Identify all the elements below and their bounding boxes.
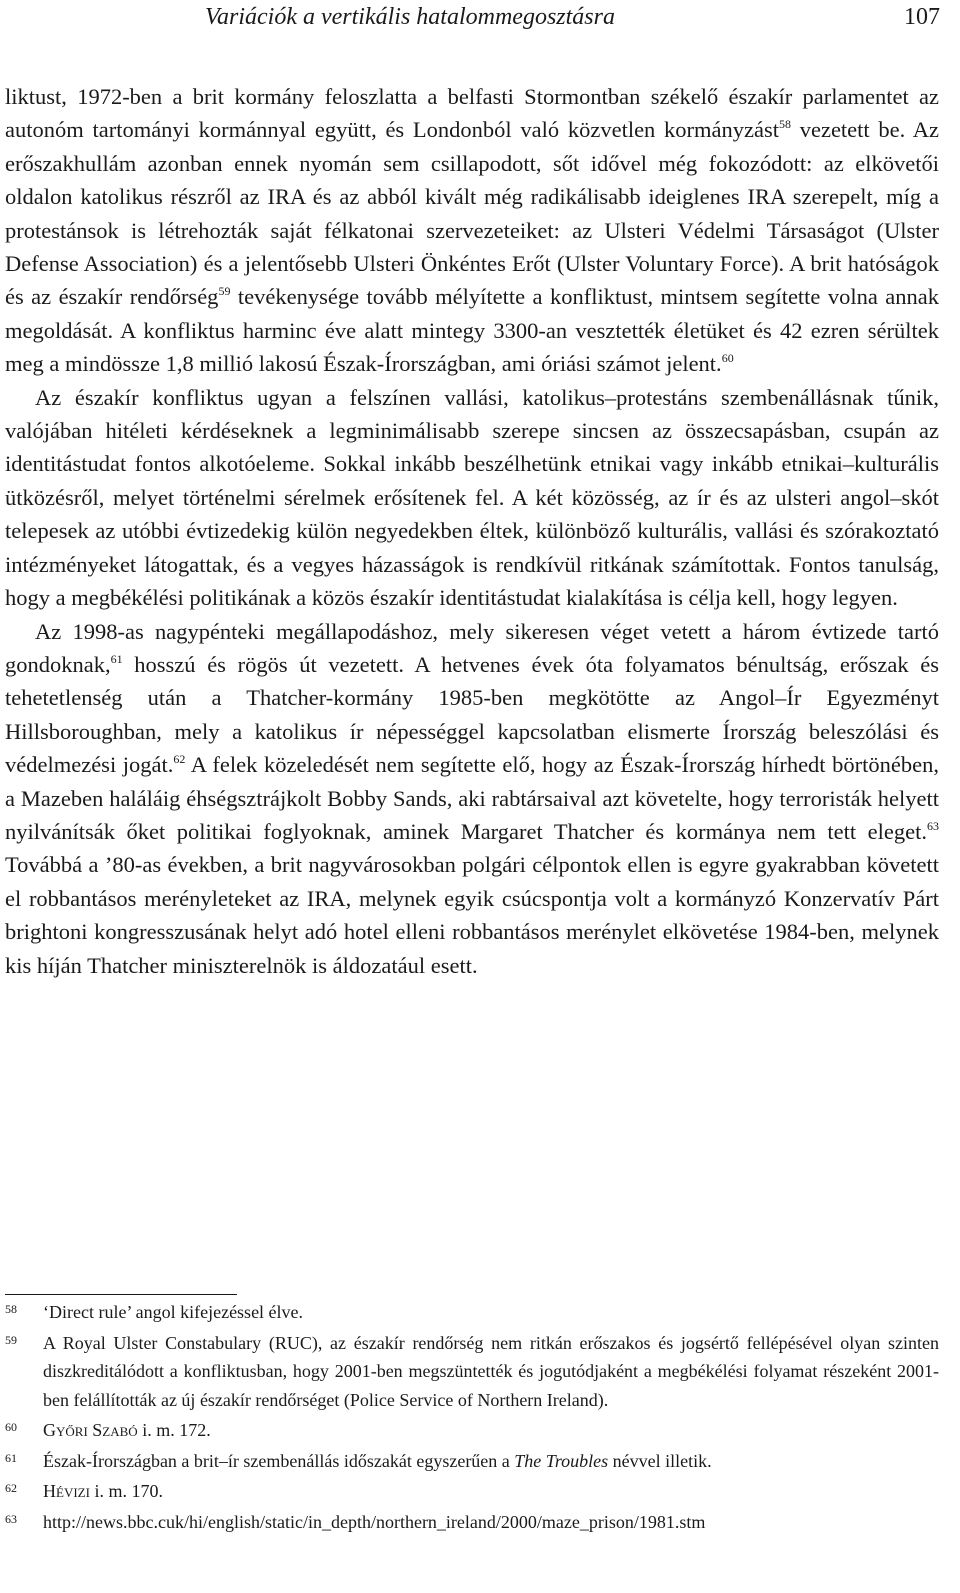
footnote-text: Észak-Írországban a brit–ír szembenállás időszakát egyszerűen a — [43, 1450, 515, 1471]
paragraph-1 — [5, 80, 939, 381]
footnote-divider — [5, 1294, 237, 1295]
paragraph-text: A felek közeledését nem segítette elő, hogy az Észak-Írország hírhedt börtönében, a Mazeben haláláig éhségsztrájkolt Bobby Sands, aki rabtársaival azt követelte, hogy terroristák helyett nyilvánítsák őket politikai foglyoknak, aminek Margaret Thatcher és kormánya nem tett eleget. — [5, 752, 940, 844]
page-header — [0, 0, 960, 40]
footnote-61 — [5, 1447, 939, 1476]
footnote-58 — [5, 1298, 939, 1327]
footnote-italic-title: The Troubles — [514, 1450, 609, 1471]
footnote-text: névvel illetik. — [608, 1450, 712, 1471]
paragraph-text: hosszú és rögös út vezetett. A hetvenes évek óta folyamatos bénultság, erőszak és tehetetlenség után a Thatcher-kormány 1985-ben megkötötte az Angol–Ír Egyezményt Hillsboroughban, mely a katolikus ír népességgel kapcsolatban elismerte Írország beleszólási és védelmezési jogát. — [5, 651, 939, 778]
footnote-ref-58[interactable]: 58 — [779, 117, 791, 132]
footnote-number: 58 — [5, 1302, 17, 1316]
paragraph-3 — [5, 615, 939, 982]
footnote-ref-63[interactable]: 63 — [927, 818, 939, 833]
paragraph-2 — [5, 381, 939, 615]
paragraph-text: liktust, 1972-ben a brit kormány feloszlatta a belfasti Stormontban székelő északír parlamentet az autonóm tartományi kormánnyal együtt, és Londonból való közvetlen kormányzást — [5, 84, 939, 143]
running-title: Variációk a vertikális hatalommegosztásra — [205, 4, 615, 30]
footnote-ref-60[interactable]: 60 — [721, 351, 734, 366]
page-number: 107 — [904, 4, 940, 30]
paragraph-text: Továbbá a ’80-as években, a brit nagyvárosokban polgári célpontok ellen is egyre gyakrabban követett el robbantásos merényleteket az IRA, melynek egyik csúcspontja volt a kormányzó Konzervatív Párt brightoni kongresszusának helyt adó hotel elleni robbantásos merénylet elkövetése 1984-ben, melynek kis híján Thatcher miniszterelnök is áldozatául esett. — [5, 852, 939, 978]
footnote-text: A Royal Ulster Constabulary (RUC), az északír rendőrség nem ritkán erőszakos és jogsértő fellépésével olyan szinten diszkreditálódott a konfliktusban, hogy 2001-ben megszüntették és jogutódjaként a megbékélési folyamat részeként 2001-ben felállították az új északír rendőrséget (Police Service of Northern Ireland). — [43, 1332, 939, 1410]
footnote-number: 63 — [5, 1511, 17, 1526]
footnote-63 — [5, 1508, 939, 1537]
footnote-number: 60 — [5, 1420, 17, 1434]
footnote-text: i. m. 170. — [89, 1481, 163, 1501]
footnote-number: 61 — [5, 1450, 17, 1465]
footnote-author: Győri Szabó — [43, 1420, 138, 1440]
footnote-author: Hévizi — [43, 1481, 90, 1501]
footnote-60 — [5, 1416, 939, 1445]
footnote-text: ‘Direct rule’ angol kifejezéssel élve. — [43, 1302, 304, 1322]
footnote-ref-62[interactable]: 62 — [173, 752, 186, 767]
footnote-ref-59[interactable]: 59 — [218, 284, 231, 299]
footnote-text: i. m. 172. — [137, 1420, 211, 1440]
footnote-number: 59 — [5, 1332, 17, 1347]
paragraph-text: Az északír konfliktus ugyan a felszínen vallási, katolikus–protestáns szembenállásnak tűnik, valójában hitéleti kérdéseknek a legminimálisabb szerepe sincsen az összecsapásban, csupán az identitástudat fontos alkotóeleme. Sokkal inkább beszélhetünk etnikai vagy inkább etnikai–kulturális ütközésről, melyet történelmi sérelmek erősítenek fel. A két közösség, az ír és az ulsteri angol–skót telepesek az utóbbi évtizedekig külön negyedekben éltek, különböző kulturális, vallási és szórakoztató intézményeket látogattak, és a vegyes házasságok is rendkívül ritkának számítottak. Fontos tanulság, hogy a megbékélési politikának a közös északír identitástudat kialakítása is célja kell, hogy legyen. — [5, 384, 939, 611]
footnote-url[interactable]: http://news.bbc.cuk/hi/english/static/in_depth/northern_ireland/2000/maze_prison/1981.stm — [43, 1511, 706, 1532]
paragraph-text: vezetett be. Az erőszakhullám azonban ennek nyomán sem csillapodott, sőt idővel még fokozódott: az elkövetői oldalon katolikus részről az IRA és az abból kivált még radikálisabb ideiglenes IRA szerepelt, míg a protestánsok is létrehozták saját félkatonai szervezeteiket: az Ulsteri Védelmi Társaságot (Ulster Defense Association) és a jelentősebb Ulsteri Önkéntes Erőt (Ulster Voluntary Force). A brit hatóságok és az északír rendőrség — [5, 117, 939, 310]
paragraph-text: Az 1998-as nagypénteki megállapodáshoz, mely sikeresen véget vetett a három évtizede tartó gondoknak, — [5, 618, 939, 677]
footnote-number: 62 — [5, 1481, 17, 1495]
footnotes — [5, 1298, 939, 1538]
body-text — [5, 80, 939, 982]
footnote-62 — [5, 1477, 939, 1506]
footnote-ref-61[interactable]: 61 — [110, 651, 123, 666]
paragraph-text: tevékenysége tovább mélyítette a konfliktust, mintsem segítette volna annak megoldását. A konfliktus harminc éve alatt mintegy 3300-an vesztették életüket és 42 ezren sérültek meg a mindössze 1,8 millió lakosú Észak-Írországban, ami óriási számot jelent. — [5, 284, 939, 377]
footnote-59 — [5, 1329, 939, 1415]
